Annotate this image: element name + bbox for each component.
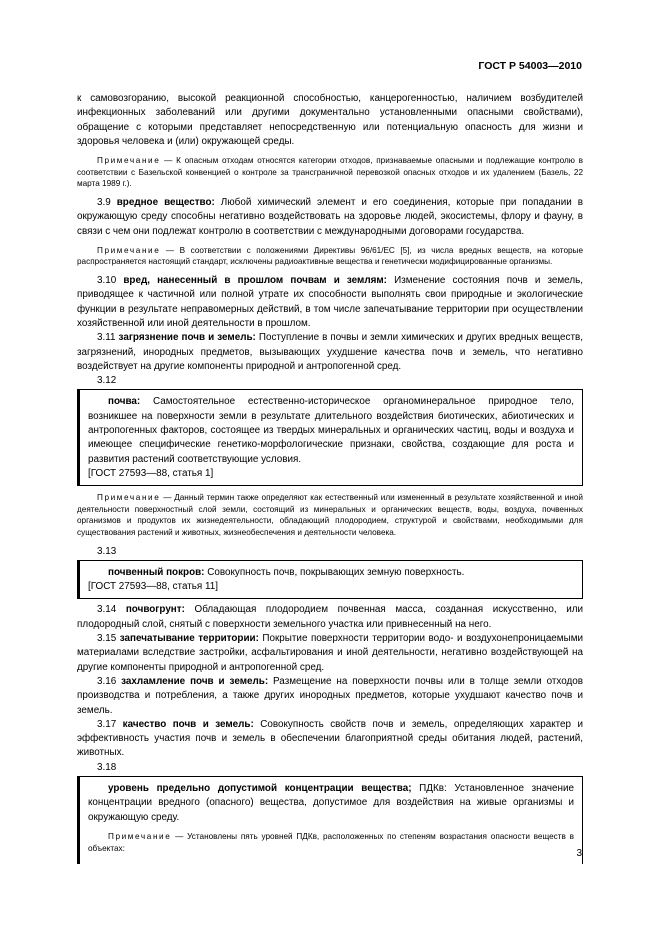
term-definition: Совокупность почв, покрывающих земную поверхность.: [204, 566, 465, 578]
term-definition: Изменение состояния почв и земель, приводящее к частичной или полной утрате их способности выполнять свои природные и экологические функции в результате неправомерных действий, в том числе запечатывание территории при осуществлении хозяйственной или иной деятельности в прошлом.: [77, 275, 584, 329]
term-number-3-12: 3.12: [97, 375, 117, 387]
term-definition: ПДКв: Установленное значение концентрации вредного (опасного) вещества, допустимое для воздействия на живые организмы и окружающую среду.: [88, 783, 574, 823]
term-number-3-18: 3.18: [97, 761, 117, 773]
term-3-17: [77, 718, 583, 761]
term-definition: Покрытие поверхности территории водо- и воздухонепроницаемыми материалами вследствие застройки, асфальтирования и иной деятельности, негативно воздействующей на другие компоненты природной и антропогенной сред.: [77, 633, 583, 673]
term-3-15: [77, 632, 583, 675]
note-text: — В соответствии с положениями Директивы 96/61/ЕС [5], из числа вредных веществ, на которые распространяется настоящий стандарт, исключены радиоактивные вещества и генетически модифицированные организмы.: [77, 245, 583, 267]
page-content: [77, 92, 583, 868]
page-number: 3: [576, 848, 582, 859]
term-number: 3.9: [97, 196, 117, 208]
term-definition: Обладающая плодородием почвенная масса, созданная искусственно, или плодородный слой, снятый с поверхности земельного участка или привнесенный на него.: [77, 604, 584, 630]
term-name: почвогрунт:: [125, 604, 185, 616]
term-name: качество почв и земель:: [122, 718, 254, 730]
note-label: Примечание: [108, 831, 172, 841]
term-reference: [ГОСТ 27593—88, статья 11]: [88, 581, 218, 593]
term-reference: [ГОСТ 27593—88, статья 1]: [88, 467, 214, 479]
note-label: Примечание: [97, 156, 161, 166]
term-number: 3.10: [97, 275, 124, 287]
term-number: 3.14: [97, 604, 126, 616]
term-definition: Размещение на поверхности почвы или в толще земли отходов производства и потребления, а также других инородных предметов, которые ухудшают качество почв и земель.: [77, 675, 583, 716]
note-label: Примечание: [97, 493, 161, 503]
term-number: 3.17: [97, 718, 123, 730]
term-definition: Совокупность свойств почв и земель, определяющих характер и эффективность участия почв и земель в обеспечении благоприятной среды обитания людей, растений, животных.: [77, 718, 583, 759]
document-id: ГОСТ Р 54003—2010: [478, 60, 582, 72]
term-definition: Поступление в почвы и земли химических и других вредных веществ, загрязнений, инородных предметов, вызывающих ухудшение качества почв и земель, что негативно воздействует на другие компоненты природной и антропогенной сред.: [77, 332, 583, 372]
note-text: — Данный термин также определяют как естественный или измененный в результате хозяйственной и иной деятельности поверхностный слой земли, состоящий из минеральных и органических веществ, воды, воздуха, почвенных организмов и продуктов их жизнедеятельности, обладающий плодородием, структурой и свойствами, необходимыми для существования растений и животных, жизнеобеспечения и деятельности человека.: [77, 493, 583, 537]
paragraph-continuation: к самовозгоранию, высокой реакционной способностью, канцерогенностью, наличием возбудителей инфекционных заболеваний или другими документально установленными опасными свойствами), обращение с которыми представляет непосредственную или потенциальную опасность для жизни и здоровья человека и (или) окружающей среды.: [77, 93, 583, 147]
note-text: — К опасным отходам относятся категории отходов, признаваемые опасными и подлежащие контролю в соответствии с Базельской конвенцией о контроле за трансграничной перевозкой опасных отходов и их удалением (Базель, 22 марта 1989 г.).: [77, 156, 583, 189]
term-name: запечатывание территории:: [119, 633, 259, 645]
note-4: [88, 831, 574, 854]
term-definition: Любой химический элемент и его соединения, которые при попадании в окружающую среду способны негативно воздействовать на здоровье людей, экосистемы, флору и фауну, в связи с чем они подлежат контролю в соответствии с международными договорами государства.: [77, 196, 583, 237]
term-3-10: [77, 274, 583, 331]
term-3-9: [77, 196, 583, 239]
term-box-3-13: [77, 560, 583, 600]
term-number-3-13: 3.13: [97, 545, 117, 557]
term-definition: Самостоятельное естественно-историческое органоминеральное природное тело, возникшее на поверхности земли в результате длительного воздействия биотических, абиотических и антропогенных факторов, состоящее из твердых минеральных и органических частиц, воды и воздуха и имеющее специфические генетико-морфологические признаки, свойства, создающие для роста и развития растений соответствующие условия.: [88, 396, 574, 465]
term-name: почва:: [108, 396, 141, 408]
term-number: 3.15: [97, 633, 120, 645]
note-label: Примечание: [97, 245, 161, 255]
term-3-14: [77, 603, 583, 632]
term-name: уровень предельно допустимой концентрации вещества;: [108, 783, 412, 795]
note-2: [77, 245, 583, 268]
term-name: вредное вещество:: [116, 196, 215, 208]
term-number: 3.11: [97, 332, 119, 344]
term-3-11: [77, 331, 583, 374]
note-text: — Установлены пять уровней ПДКв, расположенных по степеням возрастания опасности веществ в объектах:: [88, 831, 574, 853]
note-3: [77, 492, 583, 538]
term-box-3-18: [77, 776, 583, 864]
term-box-3-12: [77, 389, 583, 486]
term-name: вред, нанесенный в прошлом почвам и землям:: [123, 275, 387, 287]
note-1: [77, 155, 583, 190]
term-3-16: [77, 675, 583, 718]
term-name: почвенный покров:: [108, 566, 205, 578]
term-name: захламление почв и земель:: [121, 675, 269, 687]
term-name: загрязнение почв и земель:: [118, 332, 256, 344]
term-number: 3.16: [97, 675, 122, 687]
